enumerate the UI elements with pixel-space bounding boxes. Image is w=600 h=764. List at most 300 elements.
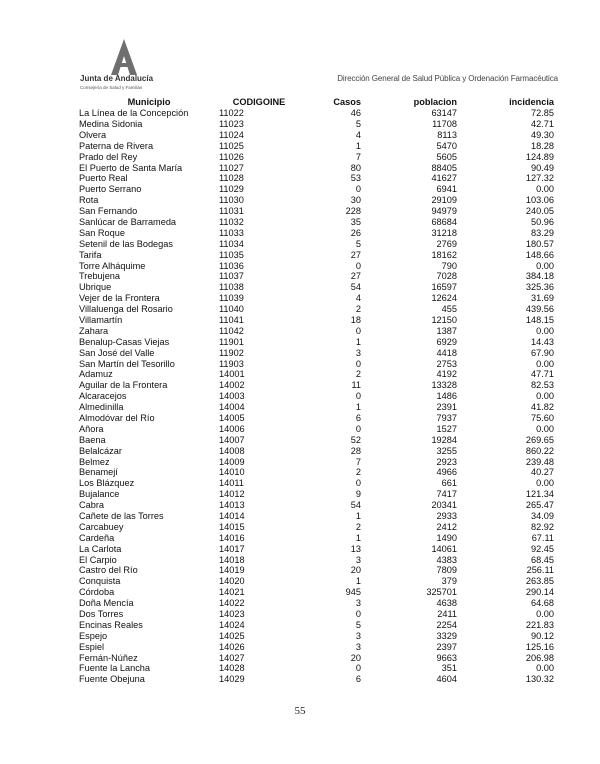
cell-municipio: Ubrique — [79, 282, 112, 293]
table-row — [79, 653, 554, 664]
table-row — [79, 130, 554, 141]
cell-municipio: Carcabuey — [79, 521, 124, 532]
table-row — [79, 424, 554, 435]
cell-poblacion: 7937 — [436, 412, 457, 423]
cell-municipio: Fuente Obejuna — [79, 674, 145, 685]
cell-casos: 2 — [355, 304, 361, 315]
table-row — [79, 380, 554, 391]
cell-poblacion: 1486 — [436, 391, 457, 402]
cell-incidencia: 180.57 — [525, 238, 554, 249]
cell-casos: 1 — [355, 511, 361, 521]
cell-poblacion: 14061 — [431, 543, 457, 554]
table-row — [79, 315, 554, 326]
table-row — [79, 413, 554, 424]
cell-codigoine: 11041 — [219, 314, 244, 325]
cell-municipio: Bujalance — [79, 489, 120, 500]
cell-municipio: Cabra — [79, 500, 105, 511]
cell-casos: 0 — [355, 609, 361, 620]
cell-casos: 5 — [355, 118, 361, 129]
cell-codigoine: 14002 — [219, 380, 245, 391]
cell-incidencia: 239.48 — [525, 456, 554, 467]
cell-poblacion: 455 — [441, 304, 457, 315]
cell-poblacion: 2933 — [436, 511, 457, 521]
table-row — [79, 217, 554, 228]
cell-incidencia: 82.92 — [531, 521, 554, 532]
cell-casos: 20 — [350, 565, 361, 576]
cell-incidencia: 148.66 — [525, 249, 554, 260]
cell-incidencia: 92.45 — [531, 543, 554, 554]
cell-municipio: Córdoba — [79, 587, 115, 598]
cell-codigoine: 14027 — [219, 652, 245, 663]
cell-incidencia: 18.28 — [531, 140, 554, 151]
cell-codigoine: 14023 — [219, 609, 245, 620]
cell-poblacion: 13328 — [431, 380, 457, 391]
cell-casos: 0 — [355, 325, 361, 336]
cell-casos: 5 — [355, 238, 361, 249]
cell-casos: 6 — [355, 412, 361, 423]
cell-casos: 6 — [355, 674, 361, 685]
cell-municipio: Medina Sidonia — [79, 118, 143, 129]
table-row — [79, 173, 554, 184]
cell-municipio: Tarifa — [79, 249, 102, 260]
cell-codigoine: 14022 — [219, 598, 245, 609]
cell-poblacion: 11708 — [432, 118, 457, 129]
cell-municipio: El Puerto de Santa María — [79, 162, 183, 173]
cell-incidencia: 0.00 — [536, 609, 554, 620]
cell-incidencia: 125.16 — [525, 641, 554, 652]
cell-municipio: San Martín del Tesorillo — [79, 358, 175, 369]
cell-poblacion: 2397 — [436, 641, 457, 652]
cell-municipio: Espejo — [79, 630, 108, 641]
cell-poblacion: 63147 — [431, 108, 457, 119]
column-header-municipio: Municipio — [127, 97, 171, 108]
cell-municipio: Añora — [79, 423, 104, 434]
cell-casos: 80 — [350, 162, 361, 173]
cell-incidencia: 68.45 — [531, 554, 554, 565]
table-header-row — [79, 97, 554, 108]
cell-municipio: Trebujena — [79, 271, 121, 282]
cell-municipio: Zahara — [79, 325, 109, 336]
cell-codigoine: 11029 — [219, 184, 244, 195]
cell-casos: 1 — [355, 140, 361, 151]
cell-poblacion: 325701 — [426, 587, 457, 598]
cell-poblacion: 6941 — [436, 184, 457, 195]
table-row — [79, 206, 554, 217]
column-header-codigoine: CODIGOINE — [232, 97, 286, 108]
cell-incidencia: 0.00 — [536, 184, 554, 195]
cell-poblacion: 4383 — [436, 554, 457, 565]
table-row — [79, 511, 554, 522]
cell-poblacion: 4418 — [436, 347, 457, 358]
cell-municipio: Olvera — [79, 129, 107, 140]
cell-municipio: Encinas Reales — [79, 619, 143, 630]
table-row — [79, 228, 554, 239]
cell-poblacion: 2769 — [436, 238, 457, 249]
cell-poblacion: 379 — [441, 576, 457, 587]
cell-casos: 4 — [355, 129, 361, 140]
cell-codigoine: 14012 — [219, 489, 245, 500]
cell-municipio: Villaluenga del Rosario — [79, 304, 173, 315]
cell-municipio: San Fernando — [79, 206, 138, 217]
cell-incidencia: 221.83 — [525, 619, 554, 630]
cell-incidencia: 34.09 — [531, 511, 554, 521]
logo — [80, 38, 170, 98]
table-row — [79, 631, 554, 642]
table-row — [79, 369, 554, 380]
cell-incidencia: 14.43 — [531, 336, 554, 347]
cell-casos: 1 — [355, 336, 361, 347]
cell-codigoine: 14009 — [219, 456, 245, 467]
table-row — [79, 358, 554, 369]
cell-codigoine: 11033 — [219, 227, 244, 238]
cell-incidencia: 0.00 — [536, 478, 554, 489]
cell-codigoine: 11027 — [219, 162, 244, 173]
cell-municipio: Puerto Serrano — [79, 184, 142, 195]
cell-codigoine: 14024 — [219, 619, 245, 630]
cell-incidencia: 72.85 — [531, 108, 554, 119]
cell-incidencia: 206.98 — [525, 652, 554, 663]
cell-codigoine: 11903 — [219, 358, 244, 369]
cell-casos: 3 — [355, 347, 361, 358]
cell-incidencia: 0.00 — [536, 391, 554, 402]
cell-casos: 0 — [355, 423, 361, 434]
cell-poblacion: 88405 — [431, 162, 457, 173]
cell-casos: 27 — [350, 249, 361, 260]
cell-incidencia: 265.47 — [525, 500, 554, 511]
cell-municipio: Benalup-Casas Viejas — [79, 336, 170, 347]
cell-casos: 11 — [351, 380, 361, 391]
cell-codigoine: 11025 — [219, 140, 244, 151]
cell-codigoine: 11037 — [219, 271, 244, 282]
table-row — [79, 500, 554, 511]
cell-poblacion: 19284 — [431, 434, 457, 445]
cell-poblacion: 7809 — [436, 565, 457, 576]
cell-codigoine: 11035 — [219, 249, 244, 260]
cell-poblacion: 351 — [441, 663, 457, 674]
cell-codigoine: 11028 — [219, 173, 244, 184]
cell-codigoine: 11042 — [219, 325, 244, 336]
cell-incidencia: 90.12 — [531, 630, 554, 641]
cell-poblacion: 8113 — [437, 129, 457, 140]
table-row — [79, 348, 554, 359]
cell-incidencia: 439.56 — [525, 304, 554, 315]
table-row — [79, 467, 554, 478]
cell-casos: 0 — [355, 184, 361, 195]
cell-casos: 35 — [350, 216, 361, 227]
cell-casos: 28 — [350, 445, 361, 456]
cell-incidencia: 148.15 — [525, 314, 554, 325]
table-row — [79, 184, 554, 195]
cell-incidencia: 82.53 — [531, 380, 554, 391]
table-row — [79, 598, 554, 609]
table-row — [79, 391, 554, 402]
table-row — [79, 304, 554, 315]
cell-codigoine: 11026 — [219, 151, 244, 162]
column-header-poblacion: poblacion — [413, 97, 457, 108]
cell-poblacion: 16597 — [431, 282, 457, 293]
cell-codigoine: 11038 — [219, 282, 244, 293]
cell-incidencia: 240.05 — [525, 206, 554, 217]
cell-casos: 18 — [350, 314, 361, 325]
table-row — [79, 162, 554, 173]
cell-poblacion: 41627 — [431, 173, 457, 184]
cell-incidencia: 64.68 — [531, 598, 554, 609]
table-row — [79, 337, 554, 348]
cell-incidencia: 49.30 — [531, 129, 554, 140]
cell-casos: 0 — [355, 478, 361, 489]
cell-incidencia: 384.18 — [525, 271, 554, 282]
cell-codigoine: 11024 — [219, 129, 244, 140]
cell-poblacion: 3329 — [436, 630, 457, 641]
cell-casos: 1 — [355, 402, 361, 413]
cell-municipio: Cardeña — [79, 532, 115, 543]
cell-casos: 13 — [350, 543, 361, 554]
table-row — [79, 108, 554, 119]
cell-casos: 54 — [350, 282, 361, 293]
cell-casos: 4 — [355, 293, 361, 304]
cell-casos: 1 — [355, 576, 361, 587]
column-header-incidencia: incidencia — [509, 97, 554, 108]
cell-poblacion: 6929 — [436, 336, 457, 347]
cell-municipio: El Carpio — [79, 554, 117, 565]
cell-casos: 53 — [350, 173, 361, 184]
cell-municipio: La Línea de la Concepción — [79, 108, 189, 119]
cell-incidencia: 860.22 — [525, 445, 554, 456]
cell-casos: 3 — [355, 641, 361, 652]
table-row — [79, 250, 554, 261]
cell-poblacion: 3255 — [436, 445, 457, 456]
cell-incidencia: 0.00 — [536, 325, 554, 336]
table-row — [79, 522, 554, 533]
cell-poblacion: 2411 — [437, 609, 457, 620]
cell-poblacion: 94979 — [431, 206, 457, 217]
cell-poblacion: 29109 — [431, 195, 457, 206]
cell-poblacion: 18162 — [431, 249, 457, 260]
cell-poblacion: 31218 — [431, 227, 457, 238]
cell-poblacion: 68684 — [431, 216, 457, 227]
cell-codigoine: 11022 — [219, 108, 244, 119]
cell-incidencia: 0.00 — [536, 423, 554, 434]
cell-municipio: Doña Mencía — [79, 598, 134, 609]
cell-municipio: Fernán-Núñez — [79, 652, 138, 663]
cell-municipio: Rota — [79, 195, 99, 206]
cell-incidencia: 75.60 — [531, 412, 554, 423]
cell-casos: 3 — [355, 554, 361, 565]
table-row — [79, 576, 554, 587]
cell-municipio: San José del Valle — [79, 347, 155, 358]
table-row — [79, 642, 554, 653]
table-row — [79, 152, 554, 163]
cell-municipio: Conquista — [79, 576, 121, 587]
table-row — [79, 293, 554, 304]
cell-incidencia: 103.06 — [525, 195, 554, 206]
cell-codigoine: 11901 — [219, 336, 244, 347]
incidence-table — [79, 97, 554, 685]
cell-codigoine: 14008 — [219, 445, 245, 456]
table-row — [79, 446, 554, 457]
cell-incidencia: 121.34 — [525, 489, 554, 500]
cell-municipio: La Carlota — [79, 543, 122, 554]
cell-poblacion: 2923 — [436, 456, 457, 467]
cell-municipio: Benamejí — [79, 467, 118, 478]
cell-codigoine: 11031 — [219, 206, 244, 217]
cell-casos: 0 — [355, 391, 361, 402]
cell-codigoine: 14015 — [219, 521, 245, 532]
cell-codigoine: 11902 — [219, 347, 244, 358]
cell-codigoine: 14011 — [219, 478, 244, 489]
cell-incidencia: 130.32 — [525, 674, 554, 685]
cell-codigoine: 11036 — [219, 260, 244, 271]
cell-municipio: Espiel — [79, 641, 105, 652]
cell-poblacion: 1387 — [436, 325, 457, 336]
cell-poblacion: 1527 — [436, 423, 457, 434]
cell-municipio: Aguilar de la Frontera — [79, 380, 168, 391]
cell-codigoine: 11032 — [219, 216, 244, 227]
cell-incidencia: 40.27 — [531, 467, 554, 478]
cell-municipio: Sanlúcar de Barrameda — [79, 216, 177, 227]
cell-municipio: Dos Torres — [79, 609, 124, 620]
table-row — [79, 565, 554, 576]
cell-municipio: Castro del Río — [79, 565, 138, 576]
cell-casos: 5 — [355, 619, 361, 630]
cell-casos: 2 — [355, 467, 361, 478]
cell-municipio: Paterna de Rivera — [79, 140, 154, 151]
cell-casos: 228 — [345, 206, 361, 217]
cell-municipio: Almodóvar del Río — [79, 412, 155, 423]
table-row — [79, 587, 554, 598]
cell-casos: 3 — [355, 598, 361, 609]
cell-poblacion: 7417 — [436, 489, 457, 500]
cell-poblacion: 12150 — [431, 314, 457, 325]
cell-municipio: Torre Alháquime — [79, 260, 146, 271]
table-row — [79, 271, 554, 282]
page-number: 55 — [294, 705, 306, 717]
cell-poblacion: 4966 — [436, 467, 457, 478]
cell-codigoine: 14001 — [219, 369, 245, 380]
cell-municipio: Villamartín — [79, 314, 123, 325]
cell-casos: 0 — [355, 663, 361, 674]
cell-codigoine: 14017 — [219, 543, 245, 554]
cell-poblacion: 2412 — [436, 521, 457, 532]
cell-casos: 20 — [350, 652, 361, 663]
cell-municipio: Belalcázar — [79, 445, 122, 456]
cell-casos: 945 — [345, 587, 361, 598]
cell-codigoine: 14021 — [219, 587, 245, 598]
table-body — [79, 108, 554, 685]
cell-codigoine: 11030 — [219, 195, 244, 206]
cell-casos: 26 — [350, 227, 361, 238]
junta-andalucia-logo-icon — [102, 38, 146, 76]
cell-poblacion: 12624 — [431, 293, 457, 304]
cell-casos: 3 — [355, 630, 361, 641]
table-row — [79, 457, 554, 468]
cell-municipio: Puerto Real — [79, 173, 128, 184]
cell-incidencia: 325.36 — [525, 282, 554, 293]
table-row — [79, 674, 554, 685]
table-row — [79, 489, 554, 500]
column-header-casos: Casos — [333, 97, 361, 108]
table-row — [79, 239, 554, 250]
cell-casos: 0 — [355, 260, 361, 271]
cell-municipio: Setenil de las Bodegas — [79, 238, 173, 249]
department-heading: Dirección General de Salud Pública y Ordenación Farmacéutica — [337, 74, 558, 83]
cell-municipio: Fuente la Lancha — [79, 663, 151, 674]
cell-poblacion: 20341 — [431, 500, 457, 511]
cell-casos: 7 — [355, 456, 361, 467]
cell-poblacion: 2391 — [436, 402, 457, 413]
cell-codigoine: 14029 — [219, 674, 245, 685]
table-row — [79, 326, 554, 337]
cell-poblacion: 4638 — [436, 598, 457, 609]
cell-casos: 52 — [350, 434, 361, 445]
table-row — [79, 402, 554, 413]
cell-poblacion: 4604 — [436, 674, 457, 685]
cell-poblacion: 2254 — [436, 619, 457, 630]
table-row — [79, 195, 554, 206]
cell-codigoine: 14004 — [219, 402, 245, 413]
cell-poblacion: 7028 — [436, 271, 457, 282]
cell-poblacion: 1490 — [436, 532, 457, 543]
cell-codigoine: 11034 — [219, 238, 244, 249]
cell-incidencia: 67.11 — [531, 532, 554, 543]
cell-incidencia: 50.96 — [531, 216, 554, 227]
cell-casos: 0 — [355, 358, 361, 369]
cell-codigoine: 14025 — [219, 630, 245, 641]
cell-municipio: Prado del Rey — [79, 151, 138, 162]
cell-codigoine: 14013 — [219, 500, 245, 511]
logo-name: Junta de Andalucía — [80, 74, 154, 83]
cell-municipio: San Roque — [79, 227, 125, 238]
cell-codigoine: 14014 — [219, 511, 245, 521]
table-row — [79, 533, 554, 544]
cell-municipio: Alcaracejos — [79, 391, 127, 402]
cell-incidencia: 256.11 — [526, 565, 554, 576]
cell-incidencia: 47.71 — [531, 369, 554, 380]
cell-codigoine: 14007 — [219, 434, 245, 445]
cell-incidencia: 90.49 — [531, 162, 554, 173]
cell-poblacion: 9663 — [436, 652, 457, 663]
cell-casos: 30 — [350, 195, 361, 206]
table-row — [79, 260, 554, 271]
cell-incidencia: 124.89 — [525, 151, 554, 162]
table-row — [79, 663, 554, 674]
cell-incidencia: 83.29 — [531, 227, 554, 238]
table-row — [79, 544, 554, 555]
logo-subtitle: Consejería de Salud y Familias — [80, 85, 143, 90]
cell-codigoine: 11023 — [219, 118, 244, 129]
table-row — [79, 282, 554, 293]
cell-municipio: Los Blázquez — [79, 478, 135, 489]
table-row — [79, 555, 554, 566]
cell-codigoine: 14020 — [219, 576, 245, 587]
cell-incidencia: 42.71 — [531, 118, 554, 129]
cell-codigoine: 14010 — [219, 467, 245, 478]
cell-codigoine: 11039 — [219, 293, 244, 304]
cell-incidencia: 127.32 — [525, 173, 554, 184]
cell-casos: 2 — [355, 369, 361, 380]
cell-incidencia: 0.00 — [536, 260, 554, 271]
cell-casos: 46 — [350, 108, 361, 119]
cell-casos: 1 — [355, 532, 361, 543]
cell-casos: 2 — [355, 521, 361, 532]
table-row — [79, 119, 554, 130]
table-row — [79, 141, 554, 152]
cell-casos: 54 — [350, 500, 361, 511]
cell-incidencia: 41.82 — [531, 402, 554, 413]
cell-codigoine: 14005 — [219, 412, 245, 423]
cell-poblacion: 4192 — [436, 369, 457, 380]
cell-municipio: Baena — [79, 434, 106, 445]
